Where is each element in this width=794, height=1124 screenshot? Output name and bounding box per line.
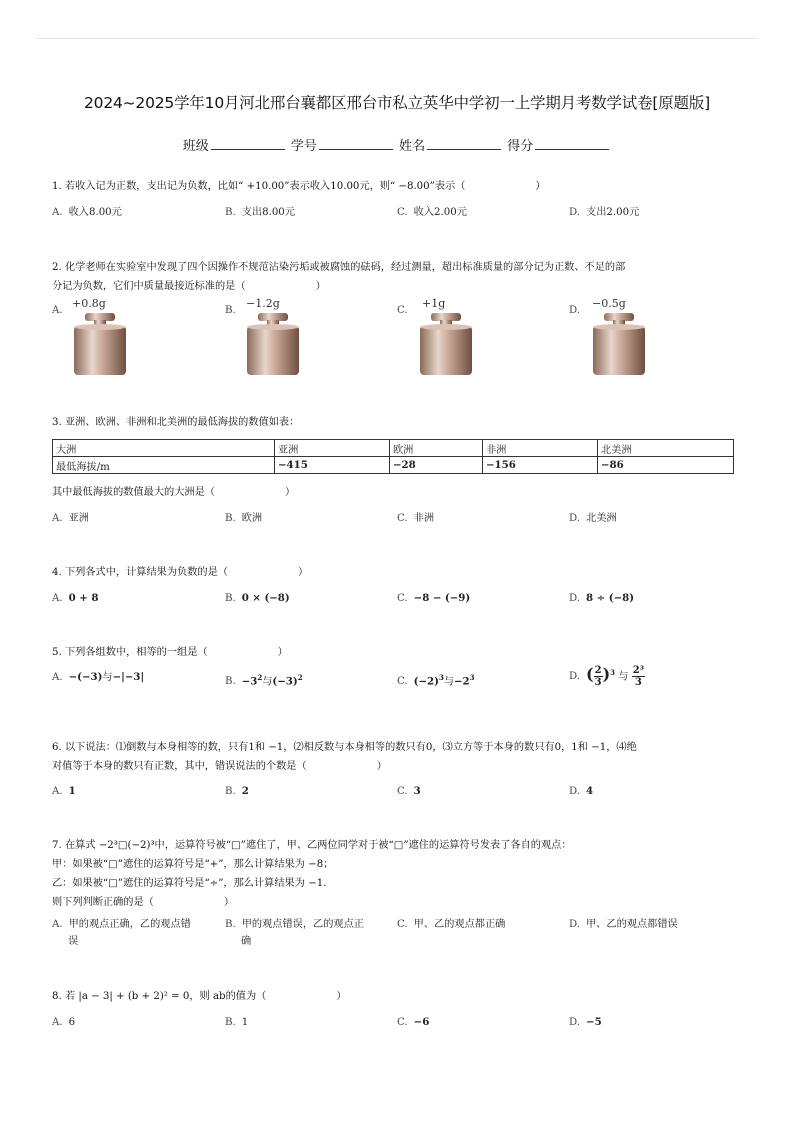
q3-option-d[interactable]: D. 北美洲 — [569, 513, 617, 524]
q3-option-c[interactable]: C. 非洲 — [397, 513, 435, 524]
q2-option-b[interactable]: B. — [225, 305, 236, 316]
question-7-stem: 7. 在算式 −2³□(−2)³中，运算符号被“□”遮住了，甲、乙两位同学对于被“□”遮住的运算符号发表了各自的观点： 甲：如果被“□”遮住的运算符号是“+”，那么计算结果为 −8； 乙：如果被“□”遮住的运算符号是“÷”，那么计算结果为 −1. 则下列判断正确的是（ ） — [52, 840, 572, 908]
q2-weight-d-label: −0.5g — [592, 297, 626, 310]
q2-weight-c-label: +1g — [422, 297, 446, 310]
number-label: 学号 — [290, 139, 317, 154]
q1-option-c[interactable]: C. 收入2.00元 — [397, 207, 467, 218]
q1-option-a[interactable]: A. 收入8.00元 — [52, 207, 122, 218]
q2-option-a[interactable]: A. — [52, 305, 63, 316]
table-cell: −156 — [483, 457, 598, 474]
table-cell: 欧洲 — [390, 440, 483, 457]
q8-option-c[interactable]: C. −6 — [397, 1016, 430, 1028]
q6-option-d[interactable]: D. 4 — [569, 785, 594, 797]
class-blank[interactable] — [211, 137, 285, 150]
question-5-stem: 5. 下列各组数中，相等的一组是（ ） — [52, 647, 288, 658]
question-6-stem: 6. 以下说法：⑴倒数与本身相等的数，只有1和 −1，⑵相反数与本身相等的数只有0，⑶立方等于本身的数只有0，1和 −1，⑷绝 对值等于本身的数只有正数，其中，错误说法的个数是（ ） — [52, 742, 637, 772]
top-divider — [36, 38, 758, 39]
weight-d-image — [589, 311, 653, 377]
page-title: 2024~2025学年10月河北邢台襄都区邢台市私立英华中学初一上学期月考数学试卷[原题版] — [84, 94, 710, 112]
weight-a-image — [70, 311, 134, 377]
q3-option-b[interactable]: B. 欧洲 — [225, 513, 263, 524]
q5-option-b[interactable]: B. $-3^2$与$(-3)^2$ — [225, 673, 303, 688]
question-1-stem: 1. 若收入记为正数，支出记为负数，比如“ +10.00”表示收入10.00元，则“ −8.00”表示（ ） — [52, 181, 546, 192]
q4-option-a[interactable]: A. 0 + 8 — [52, 592, 99, 604]
altitude-table — [52, 439, 734, 474]
name-label: 姓名 — [399, 139, 426, 154]
table-cell: 北美洲 — [598, 440, 734, 457]
q6-option-b[interactable]: B. 2 — [225, 785, 249, 797]
question-3-stem: 3. 亚洲、欧洲、非洲和北美洲的最低海拔的数值如表： — [52, 417, 300, 428]
score-label: 得分 — [507, 139, 534, 154]
table-cell: 最低海拔/m — [53, 457, 275, 474]
weight-c-image — [416, 311, 480, 377]
q2-option-c[interactable]: C. — [397, 305, 408, 316]
q4-option-d[interactable]: D. 8 ÷ (−8) — [569, 592, 635, 604]
table-header-row — [53, 440, 734, 457]
q6-option-a[interactable]: A. 1 — [52, 785, 76, 797]
q4-option-c[interactable]: C. −8 − (−9) — [397, 592, 471, 604]
class-label: 班级 — [182, 139, 209, 154]
q7-option-d[interactable]: D. 甲、乙的观点都错误 — [569, 919, 678, 930]
q6-option-c[interactable]: C. 3 — [397, 785, 421, 797]
q5-option-d[interactable]: D. ( $\frac{2}{3}$ )$^3$ 与 $\frac{\text{2³}}{3}$ — [569, 664, 645, 688]
q7-option-c[interactable]: C. 甲、乙的观点都正确 — [397, 919, 506, 930]
table-cell: −28 — [390, 457, 483, 474]
q2-weight-a-label: +0.8g — [72, 297, 106, 310]
table-cell: 大洲 — [53, 440, 275, 457]
q2-weight-b-label: −1.2g — [246, 297, 280, 310]
score-blank[interactable] — [535, 137, 609, 150]
table-cell: −86 — [598, 457, 734, 474]
question-8-stem: 8. 若 |a − 3| + (b + 2)² = 0，则 ab的值为（ ） — [52, 991, 347, 1002]
q8-option-d[interactable]: D. −5 — [569, 1016, 602, 1028]
q7-option-b[interactable]: B. 甲的观点错误，乙的观点正 确 — [225, 919, 364, 947]
student-info-line — [0, 135, 794, 154]
question-2-stem: 2. 化学老师在实验室中发现了四个因操作不规范沾染污垢或被腐蚀的砝码，经过测量，超出标准质量的部分记为正数、不足的部 分记为负数，它们中质量最接近标准的是（ ） — [52, 262, 626, 292]
table-cell: −415 — [275, 457, 390, 474]
q7-option-a[interactable]: A. 甲的观点正确，乙的观点错 误 — [52, 919, 191, 947]
question-4-stem: 4. 下列各式中，计算结果为负数的是（ ） — [52, 567, 309, 578]
q4-option-b[interactable]: B. 0 × (−8) — [225, 592, 290, 604]
name-blank[interactable] — [427, 137, 501, 150]
q1-option-b[interactable]: B. 支出8.00元 — [225, 207, 295, 218]
number-blank[interactable] — [319, 137, 393, 150]
q5-option-c[interactable]: C. $(-2)^3$与$-2^3$ — [397, 673, 475, 688]
table-row — [53, 457, 734, 474]
weight-b-image — [243, 311, 307, 377]
table-cell: 亚洲 — [275, 440, 390, 457]
q2-option-d[interactable]: D. — [569, 305, 581, 316]
q5-option-a[interactable]: A. −(−3)与−|−3| — [52, 671, 145, 683]
q8-option-b[interactable]: B. 1 — [225, 1017, 249, 1028]
q1-option-d[interactable]: D. 支出2.00元 — [569, 207, 640, 218]
q8-option-a[interactable]: A. 6 — [52, 1017, 76, 1028]
q3-option-a[interactable]: A. 亚洲 — [52, 513, 89, 524]
question-3-question: 其中最低海拔的数值最大的大洲是（ ） — [52, 487, 296, 498]
table-cell: 非洲 — [483, 440, 598, 457]
